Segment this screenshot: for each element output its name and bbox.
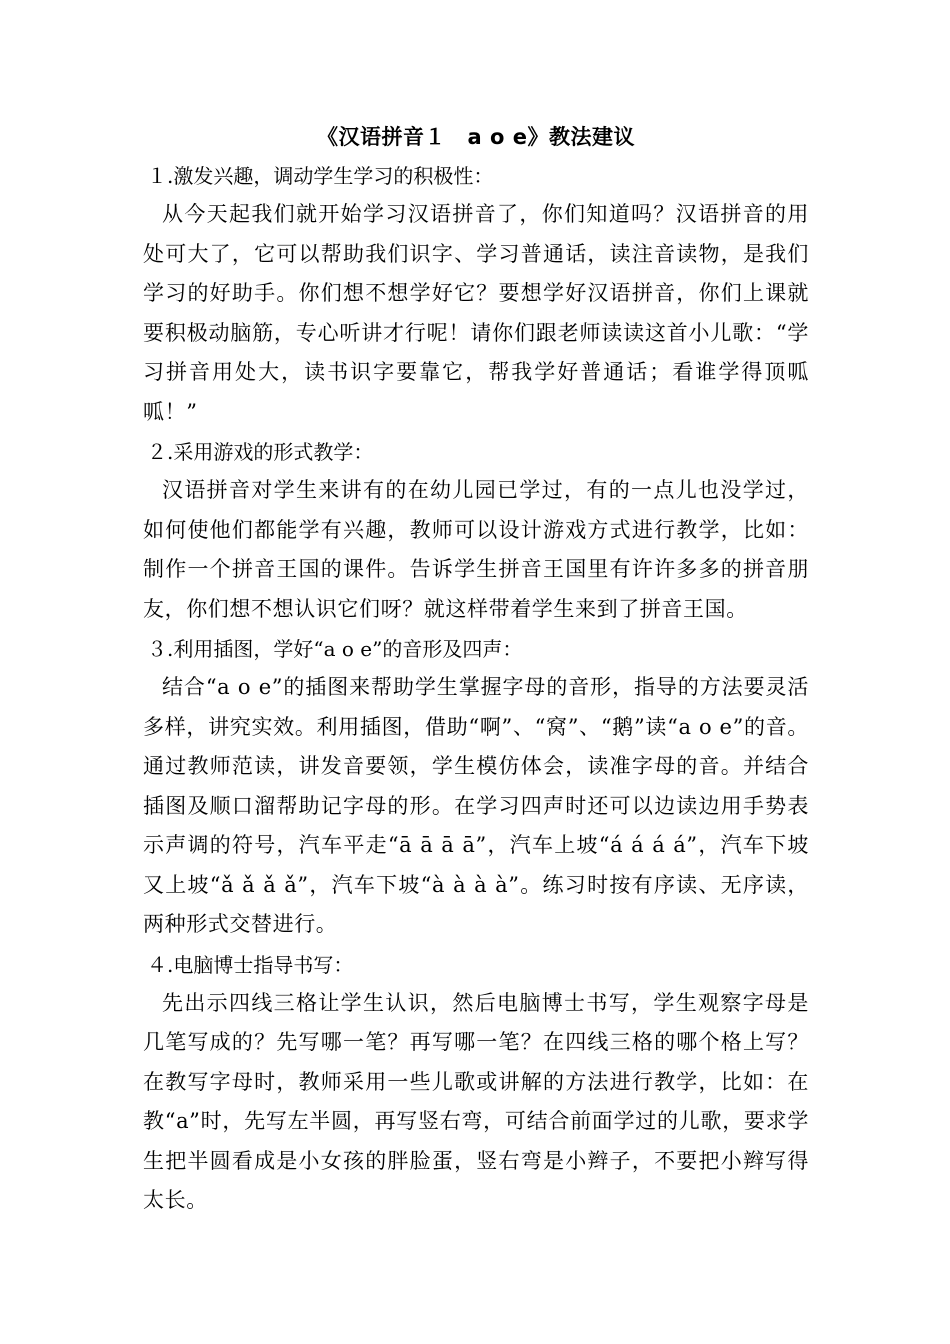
section-4	[143, 947, 809, 1221]
section-heading: ２.采用游戏的形式教学：	[147, 440, 374, 464]
section-body: 汉语拼音对学生来讲有的在幼儿园已学过，有的一点儿也没学过，如何使他们都能学有兴趣，教师可以设计游戏方式进行教学，比如：制作一个拼音王国的课件。告诉学生拼音王国里有许许多多的拼音朋友，你们想不想认识它们呀？就这样带着学生来到了拼音王国。	[143, 478, 809, 621]
section-body: 结合“a o e”的插图来帮助学生掌握字母的音形，指导的方法要灵活多样，讲究实效。利用插图，借助“啊”、“窝”、“鹅”读“a o e”的音。通过教师范读，讲发音要领，学生模仿体会，读准字母的音。并结合插图及顺口溜帮助记字母的形。在学习四声时还可以边读边用手势表示声调的符号，汽车平走“ā ā ā ā”，汽车上坡“á á á á”，汽车下坡又上坡“ǎ ǎ ǎ ǎ”，汽车下坡“à à à à”。练习时按有序读、无序读，两种形式交替进行。	[143, 675, 809, 936]
section-body: 先出示四线三格让学生认识，然后电脑博士书写，学生观察字母是几笔写成的？先写哪一笔？再写哪一笔？在四线三格的哪个格上写？在教写字母时，教师采用一些儿歌或讲解的方法进行教学，比如：在教“a”时，先写左半圆，再写竖右弯，可结合前面学过的儿歌，要求学生把半圆看成是小女孩的胖脸蛋，竖右弯是小辫子，不要把小辫写得太长。	[143, 990, 809, 1212]
section-heading: １.激发兴趣，调动学生学习的积极性：	[147, 164, 494, 188]
section-body: 从今天起我们就开始学习汉语拼音了，你们知道吗？汉语拼音的用处可大了，它可以帮助我们识字、学习普通话，读注音读物，是我们学习的好助手。你们想不想学好它？要想学好汉语拼音，你们上课就要积极动脑筋，专心听讲才行呢！请你们跟老师读读这首小儿歌：“学习拼音用处大，读书识字要靠它，帮我学好普通话；看谁学得顶呱呱！”	[143, 202, 809, 424]
section-1	[143, 158, 809, 432]
document-title: 《汉语拼音１ a o e》教法建议	[317, 125, 635, 149]
section-2	[143, 434, 809, 629]
section-heading: ４.电脑博士指导书写：	[147, 952, 354, 977]
document-content	[143, 118, 809, 1223]
section-3	[143, 631, 809, 945]
section-heading: ３.利用插图，学好“a o e”的音形及四声：	[147, 637, 523, 661]
